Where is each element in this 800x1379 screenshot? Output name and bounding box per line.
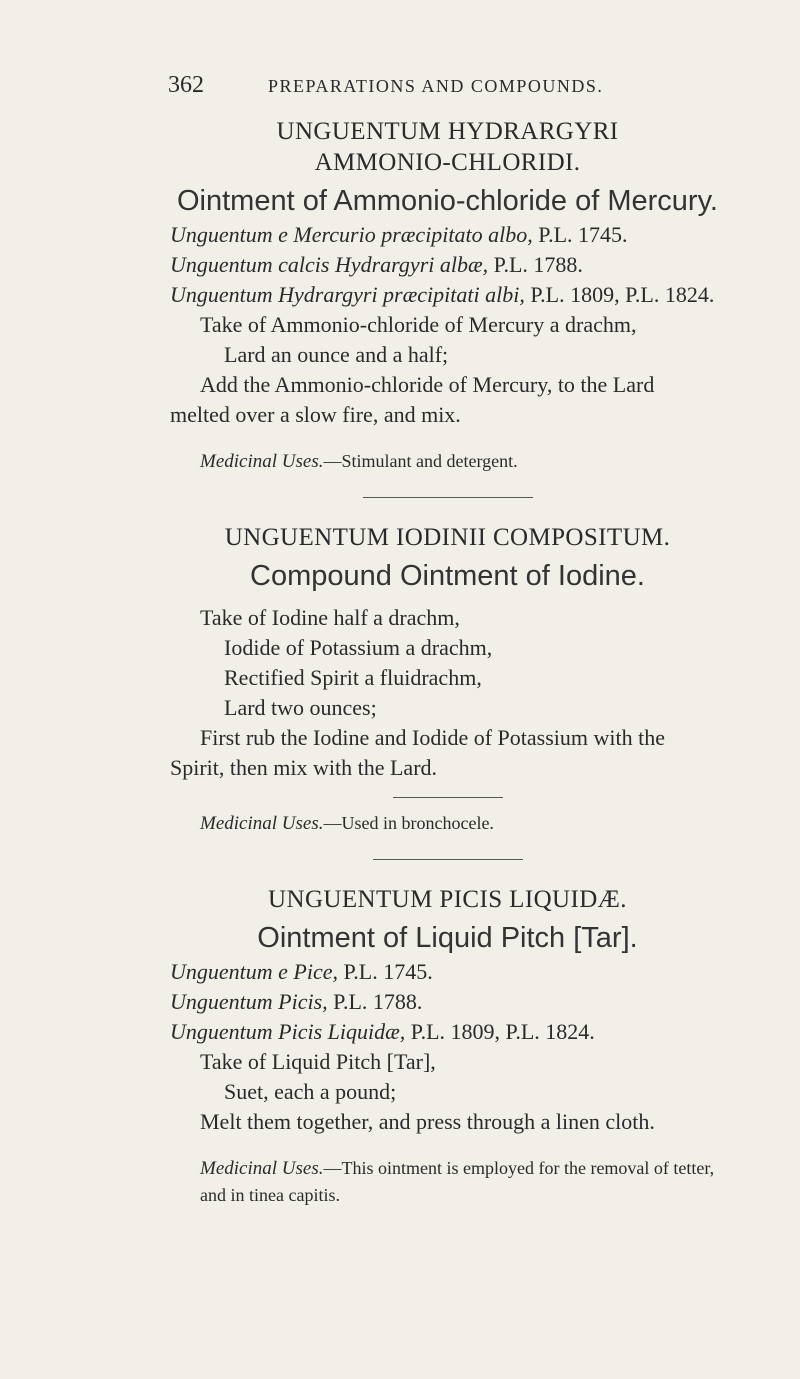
- section-subtitle: Compound Ointment of Iodine.: [250, 560, 645, 592]
- synonym-line: [170, 220, 725, 250]
- synonym-line: [170, 250, 725, 280]
- recipe-line: Lard two ounces;: [224, 695, 377, 720]
- section-divider: [373, 859, 523, 860]
- short-rule: [393, 797, 503, 798]
- title-line: UNGUENTUM HYDRARGYRI: [276, 118, 619, 145]
- uses-label: Medicinal Uses.: [200, 451, 324, 472]
- section-title: [170, 884, 725, 915]
- recipe-line: Take of Liquid Pitch [Tar],: [200, 1049, 436, 1074]
- section-title: [170, 522, 725, 553]
- page-content: [170, 116, 725, 1208]
- synonym-name: Unguentum Picis Liquidæ,: [170, 1019, 406, 1044]
- recipe-line: melted over a slow fire, and mix.: [170, 402, 461, 427]
- recipe-line: Suet, each a pound;: [224, 1079, 397, 1104]
- section-title: [170, 116, 725, 178]
- recipe-line: Iodide of Potassium a drachm,: [224, 635, 493, 660]
- synonym-ref: P.L. 1788.: [488, 252, 583, 277]
- recipe-line: Add the Ammonio-chloride of Mercury, to the Lard: [200, 372, 655, 397]
- synonym-name: Unguentum Hydrargyri præcipitati albi,: [170, 282, 525, 307]
- synonym-ref: P.L. 1745.: [532, 222, 628, 247]
- medicinal-uses: [170, 448, 725, 475]
- recipe-line: Take of Ammonio-chloride of Mercury a drachm,: [200, 312, 637, 337]
- running-head: PREPARATIONS AND COMPOUNDS.: [268, 76, 604, 96]
- synonym-line: [170, 280, 725, 310]
- synonym-name: Unguentum e Mercurio præcipitato albo,: [170, 222, 533, 247]
- recipe-line: Rectified Spirit a fluidrachm,: [224, 665, 482, 690]
- recipe-line: Melt them together, and press through a linen cloth.: [200, 1109, 655, 1134]
- page-header: [0, 72, 800, 106]
- section-divider: [363, 497, 533, 498]
- synonym-ref: P.L. 1809, P.L. 1824.: [405, 1019, 595, 1044]
- synonym-line: [170, 957, 725, 987]
- title-line: UNGUENTUM IODINII COMPOSITUM.: [224, 524, 671, 551]
- uses-label: Medicinal Uses.: [200, 1158, 324, 1179]
- synonym-line: [170, 1017, 725, 1047]
- synonym-ref: P.L. 1809, P.L. 1824.: [524, 282, 715, 307]
- synonym-name: Unguentum calcis Hydrargyri albæ,: [170, 252, 489, 277]
- uses-text: —This ointment is employed for the removal of tetter, and in tinea capitis.: [200, 1158, 715, 1205]
- title-line: UNGUENTUM PICIS LIQUIDÆ.: [268, 886, 627, 913]
- synonym-name: Unguentum e Pice,: [170, 959, 338, 984]
- uses-text: —Used in bronchocele.: [323, 813, 494, 833]
- title-line: AMMONIO-CHLORIDI.: [314, 149, 581, 176]
- section-mercury-ointment: [170, 116, 725, 475]
- medicinal-uses: [170, 1155, 725, 1208]
- recipe-line: Lard an ounce and a half;: [224, 342, 449, 367]
- synonym-name: Unguentum Picis,: [170, 989, 328, 1014]
- synonym-ref: P.L. 1745.: [338, 959, 433, 984]
- recipe-line: Take of Iodine half a drachm,: [200, 605, 460, 630]
- page-number: 362: [168, 72, 204, 98]
- section-subtitle: Ointment of Liquid Pitch [Tar].: [257, 922, 638, 954]
- uses-text: —Stimulant and detergent.: [323, 451, 518, 471]
- uses-label: Medicinal Uses.: [200, 813, 324, 834]
- section-tar-ointment: [170, 884, 725, 1208]
- medicinal-uses: [170, 810, 725, 837]
- recipe-line: First rub the Iodine and Iodide of Potassium with the: [200, 725, 665, 750]
- synonym-line: [170, 987, 725, 1017]
- recipe-line: Spirit, then mix with the Lard.: [170, 755, 438, 780]
- section-subtitle: Ointment of Ammonio-chloride of Mercury.: [177, 185, 718, 217]
- synonym-ref: P.L. 1788.: [327, 989, 423, 1014]
- section-iodine-ointment: [170, 522, 725, 837]
